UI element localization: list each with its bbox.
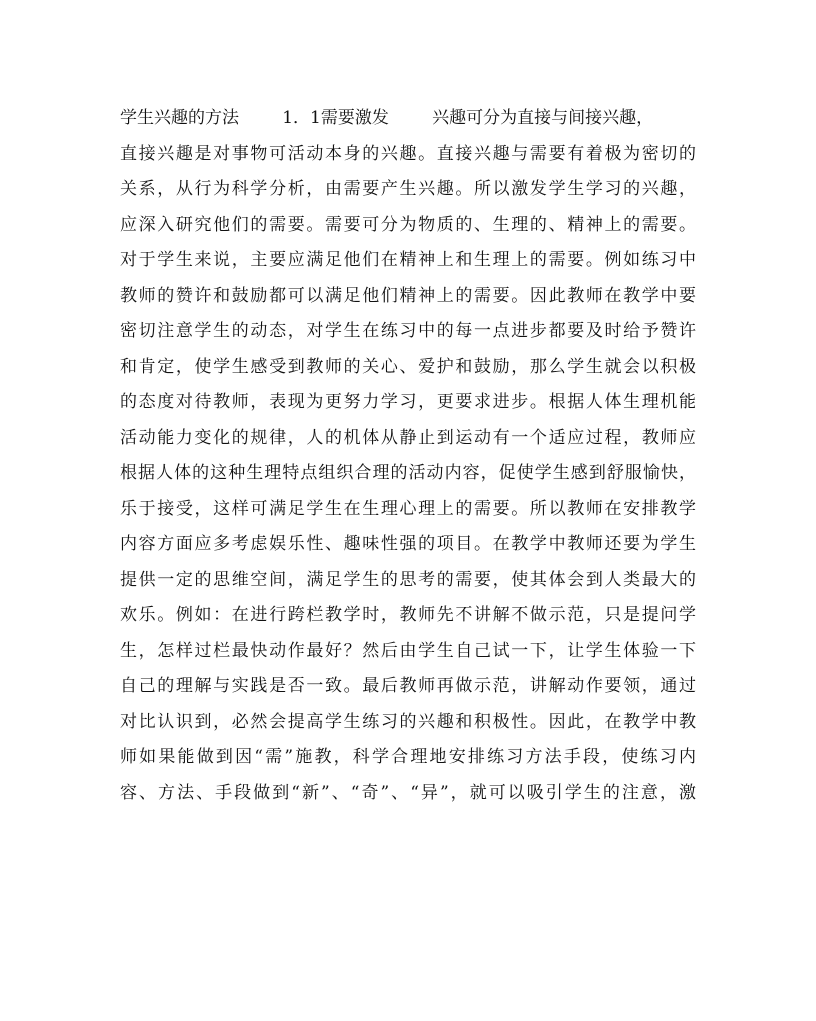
body-text [120,101,696,811]
text-line-12: 乐于接受，这样可满足学生在生理心理上的需要。所以教师在安排教学 [120,498,696,519]
text-line-7: 密切注意学生的动态，对学生在练习中的每一点进步都要及时给予赞许 [120,321,696,341]
text-line-19: 师如果能做到因“需”施教，科学合理地安排练习方法手段，使练习内 [120,747,696,767]
text-line-16: 生，怎样过栏最快动作最好？然后由学生自己试一下，让学生体验一下 [120,640,696,661]
text-line-1: 学生兴趣的方法 1．1需要激发 兴趣可分为直接与间接兴趣， [120,108,654,128]
text-line-17: 自己的理解与实践是否一致。最后教师再做示范，讲解动作要领，通过 [120,676,696,696]
text-line-3: 关系，从行为科学分析，由需要产生兴趣。所以激发学生学习的兴趣， [120,179,696,199]
text-line-8: 和肯定，使学生感受到教师的关心、爱护和鼓励，那么学生就会以积极 [120,356,696,377]
text-line-13: 内容方面应多考虑娱乐性、趣味性强的项目。在教学中教师还要为学生 [120,534,696,554]
text-line-6: 教师的赞许和鼓励都可以满足他们精神上的需要。因此教师在教学中要 [120,285,696,306]
text-line-11: 根据人体的这种生理特点组织合理的活动内容，促使学生感到舒服愉快， [120,463,696,483]
text-line-14: 提供一定的思维空间，满足学生的思考的需要，使其体会到人类最大的 [120,569,696,590]
text-line-5: 对于学生来说，主要应满足他们在精神上和生理上的需要。例如练习中 [120,250,696,270]
text-line-9: 的态度对待教师，表现为更努力学习，更要求进步。根据人体生理机能 [120,392,696,412]
text-line-10: 活动能力变化的规律，人的机体从静止到运动有一个适应过程，教师应 [120,427,696,448]
text-line-20: 容、方法、手段做到“新”、“奇”、“异”，就可以吸引学生的注意，激 [120,782,696,803]
text-line-2: 直接兴趣是对事物可活动本身的兴趣。直接兴趣与需要有着极为密切的 [120,143,696,164]
text-line-4: 应深入研究他们的需要。需要可分为物质的、生理的、精神上的需要。 [120,214,696,235]
text-line-15: 欢乐。例如：在进行跨栏教学时，教师先不讲解不做示范，只是提问学 [120,605,696,625]
text-line-18: 对比认识到，必然会提高学生练习的兴趣和积极性。因此，在教学中教 [120,711,696,732]
